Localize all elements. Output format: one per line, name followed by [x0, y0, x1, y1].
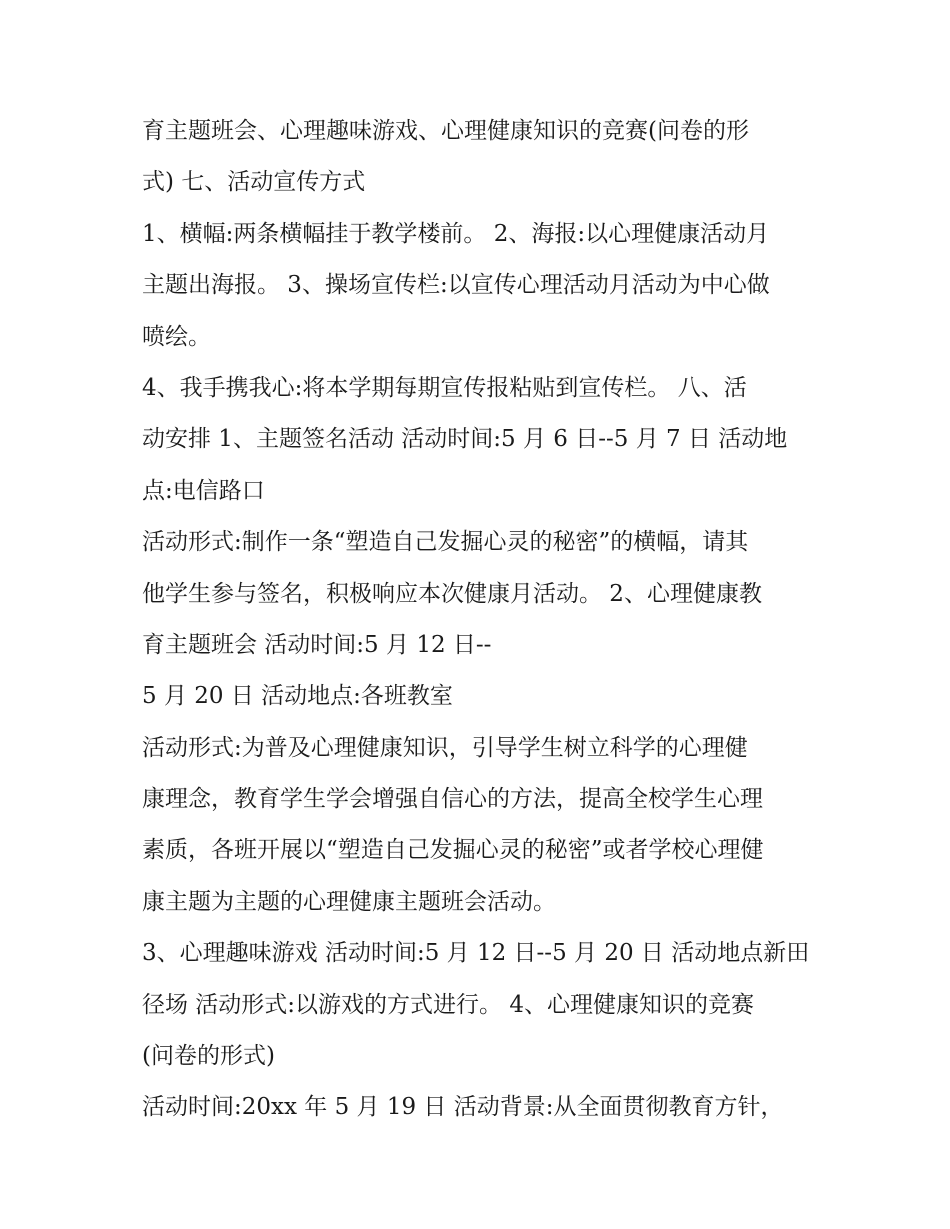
text-line: 动安排 1、主题签名活动 活动时间:5 月 6 日--5 月 7 日 活动地: [142, 426, 788, 453]
text-line: 活动形式:制作一条“塑造自己发掘心灵的秘密”的横幅，请其: [142, 529, 749, 556]
text-line: 育主题班会、心理趣味游戏、心理健康知识的竞赛(问卷的形: [142, 118, 749, 144]
text-line: 活动时间:20xx 年 5 月 19 日 活动背景:从全面贯彻教育方针，: [142, 1094, 784, 1121]
text-line: (问卷的形式): [142, 1043, 275, 1070]
text-line: 主题出海报。 3、操场宣传栏:以宣传心理活动月活动为中心做: [142, 272, 770, 299]
text-line: 他学生参与签名，积极响应本次健康月活动。 2、心理健康教: [142, 580, 762, 607]
text-line: 4、我手携我心:将本学期每期宣传报粘贴到宣传栏。 八、活: [142, 374, 747, 401]
body-text: [142, 106, 822, 1134]
text-line: 康理念，教育学生学会增强自信心的方法，提高全校学生心理: [142, 786, 763, 813]
text-line: 径场 活动形式:以游戏的方式进行。 4、心理健康知识的竞赛: [142, 991, 755, 1018]
text-line: 素质，各班开展以“塑造自己发掘心灵的秘密”或者学校心理健: [142, 837, 764, 864]
text-line: 康主题为主题的心理健康主题班会活动。: [142, 888, 556, 915]
text-line: 1、横幅:两条横幅挂于教学楼前。 2、海报:以心理健康活动月: [142, 220, 770, 247]
text-line: 喷绘。: [142, 323, 211, 350]
text-line: 育主题班会 活动时间:5 月 12 日--: [142, 631, 492, 658]
text-line: 5 月 20 日 活动地点:各班教室: [142, 683, 453, 710]
text-line: 活动形式:为普及心理健康知识，引导学生树立科学的心理健: [142, 734, 748, 761]
text-line: 3、心理趣味游戏 活动时间:5 月 12 日--5 月 20 日 活动地点新田: [142, 940, 810, 967]
text-line: 点:电信路口: [142, 477, 265, 504]
text-line: 式) 七、活动宣传方式: [142, 169, 366, 196]
